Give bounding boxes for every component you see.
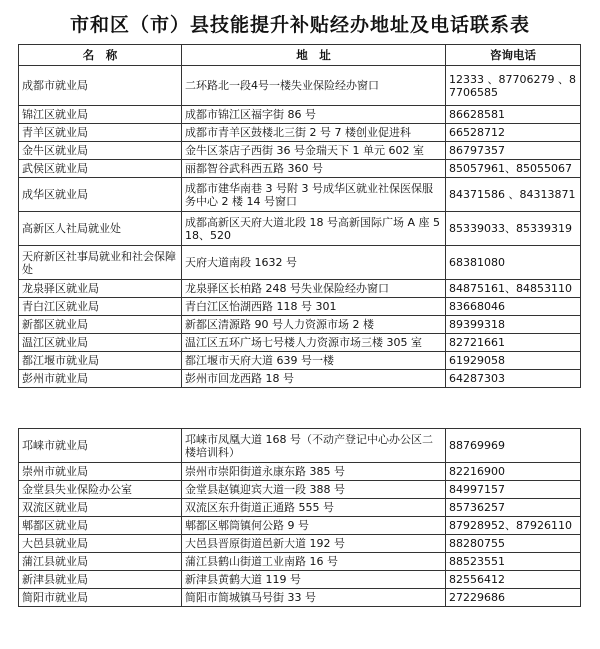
address-cell: 成都高新区天府大道北段 18 号高新国际广场 A 座 518、520 (182, 212, 446, 246)
address-cell: 成都市锦江区福字街 86 号 (182, 106, 446, 124)
phone-cell: 83668046 (446, 298, 581, 316)
address-cell: 都江堰市天府大道 639 号一楼 (182, 352, 446, 370)
office-name-cell: 金牛区就业局 (19, 142, 182, 160)
address-cell: 郫都区郫筒镇何公路 9 号 (182, 517, 446, 535)
table-row (19, 66, 581, 106)
page-title: 市和区（市）县技能提升补贴经办地址及电话联系表 (69, 14, 530, 36)
address-cell: 崇州市崇阳街道永康东路 385 号 (182, 463, 446, 481)
office-name-cell: 高新区人社局就业处 (19, 212, 182, 246)
table-row (19, 142, 581, 160)
table-row (19, 298, 581, 316)
address-cell: 天府大道南段 1632 号 (182, 246, 446, 280)
table-row (19, 571, 581, 589)
office-name-cell: 温江区就业局 (19, 334, 182, 352)
address-cell: 彭州市回龙西路 18 号 (182, 370, 446, 388)
table-row (19, 535, 581, 553)
office-name-cell: 金堂县失业保险办公室 (19, 481, 182, 499)
phone-cell: 85057961、85055067 (446, 160, 581, 178)
address-cell: 二环路北一段4号一楼失业保险经办窗口 (182, 66, 446, 106)
address-cell: 温江区五环广场七号楼人力资源市场三楼 305 室 (182, 334, 446, 352)
table-row (19, 212, 581, 246)
header-phone: 咨询电话 (446, 45, 581, 66)
phone-cell: 88769969 (446, 429, 581, 463)
phone-cell: 84997157 (446, 481, 581, 499)
address-cell: 蒲江县鹤山街道工业南路 16 号 (182, 553, 446, 571)
office-name-cell: 双流区就业局 (19, 499, 182, 517)
table-row (19, 106, 581, 124)
office-name-cell: 成都市就业局 (19, 66, 182, 106)
table-row (19, 160, 581, 178)
address-cell: 金堂县赵镇迎宾大道一段 388 号 (182, 481, 446, 499)
address-cell: 青白江区怡湖西路 118 号 301 (182, 298, 446, 316)
table-row (19, 280, 581, 298)
phone-cell: 89399318 (446, 316, 581, 334)
table-row (19, 334, 581, 352)
table-header-row (19, 45, 581, 66)
contact-table-counties (18, 428, 581, 607)
office-name-cell: 武侯区就业局 (19, 160, 182, 178)
phone-cell: 82721661 (446, 334, 581, 352)
table-row (19, 316, 581, 334)
table-row (19, 246, 581, 280)
header-address: 地 址 (182, 45, 446, 66)
table-row (19, 553, 581, 571)
phone-cell: 68381080 (446, 246, 581, 280)
office-name-cell: 大邑县就业局 (19, 535, 182, 553)
office-name-cell: 新都区就业局 (19, 316, 182, 334)
phone-cell: 87928952、87926110 (446, 517, 581, 535)
phone-cell: 66528712 (446, 124, 581, 142)
table-row (19, 178, 581, 212)
phone-cell: 64287303 (446, 370, 581, 388)
phone-cell: 84875161、84853110 (446, 280, 581, 298)
phone-cell: 88523551 (446, 553, 581, 571)
address-cell: 丽都智谷武科西五路 360 号 (182, 160, 446, 178)
phone-cell: 82556412 (446, 571, 581, 589)
phone-cell: 85736257 (446, 499, 581, 517)
address-cell: 成都市青羊区鼓楼北三街 2 号 7 楼创业促进科 (182, 124, 446, 142)
table-row (19, 370, 581, 388)
phone-cell: 84371586 、84313871 (446, 178, 581, 212)
office-name-cell: 天府新区社事局就业和社会保障处 (19, 246, 182, 280)
phone-cell: 86797357 (446, 142, 581, 160)
phone-cell: 82216900 (446, 463, 581, 481)
office-name-cell: 郫都区就业局 (19, 517, 182, 535)
office-name-cell: 成华区就业局 (19, 178, 182, 212)
office-name-cell: 锦江区就业局 (19, 106, 182, 124)
header-name: 名 称 (19, 45, 182, 66)
office-name-cell: 龙泉驿区就业局 (19, 280, 182, 298)
address-cell: 成都市建华南巷 3 号附 3 号成华区就业社保医保服务中心 2 楼 14 号窗口 (182, 178, 446, 212)
table-row (19, 481, 581, 499)
table-row (19, 463, 581, 481)
contact-table-main (18, 44, 581, 388)
address-cell: 简阳市简城镇马号街 33 号 (182, 589, 446, 607)
phone-cell: 85339033、85339319 (446, 212, 581, 246)
phone-cell: 86628581 (446, 106, 581, 124)
phone-cell: 88280755 (446, 535, 581, 553)
address-cell: 大邑县晋原街道邑新大道 192 号 (182, 535, 446, 553)
office-name-cell: 彭州市就业局 (19, 370, 182, 388)
office-name-cell: 都江堰市就业局 (19, 352, 182, 370)
address-cell: 双流区东升街道正通路 555 号 (182, 499, 446, 517)
address-cell: 邛崃市凤凰大道 168 号（不动产登记中心办公区二楼培训科） (182, 429, 446, 463)
table-row (19, 352, 581, 370)
office-name-cell: 新津县就业局 (19, 571, 182, 589)
table-row (19, 589, 581, 607)
office-name-cell: 简阳市就业局 (19, 589, 182, 607)
table-row (19, 517, 581, 535)
office-name-cell: 邛崃市就业局 (19, 429, 182, 463)
phone-cell: 61929058 (446, 352, 581, 370)
address-cell: 新都区清源路 90 号人力资源市场 2 楼 (182, 316, 446, 334)
office-name-cell: 青羊区就业局 (19, 124, 182, 142)
address-cell: 新津县黄鹤大道 119 号 (182, 571, 446, 589)
address-cell: 金牛区茶店子西街 36 号金瑞天下 1 单元 602 室 (182, 142, 446, 160)
table-row (19, 429, 581, 463)
office-name-cell: 青白江区就业局 (19, 298, 182, 316)
table-row (19, 499, 581, 517)
phone-cell: 27229686 (446, 589, 581, 607)
office-name-cell: 崇州市就业局 (19, 463, 182, 481)
table-row (19, 124, 581, 142)
office-name-cell: 蒲江县就业局 (19, 553, 182, 571)
address-cell: 龙泉驿区长柏路 248 号失业保险经办窗口 (182, 280, 446, 298)
phone-cell: 12333 、87706279 、87706585 (446, 66, 581, 106)
